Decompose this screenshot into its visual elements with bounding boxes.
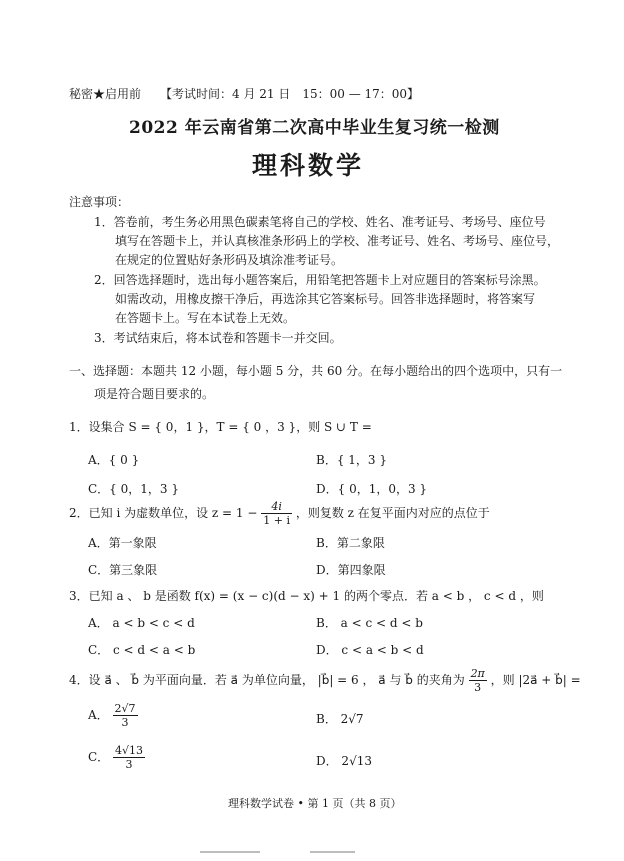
q4-option-c-label: C． (88, 750, 110, 764)
q2-option-a: A．第一象限 (88, 536, 157, 550)
q2-stem-post: ，则复数 z 在复平面内对应的点位于 (295, 506, 490, 520)
q4-angle-den: 3 (474, 681, 482, 694)
secret-label: 秘密★启用前 (69, 87, 142, 101)
q1-stem: 1．设集合 S = { 0，1 }，T = { 0 ，3 }，则 S ∪ T = (69, 420, 372, 434)
note-line-4: 2．回答选择题时，选出每小题答案后，用铅笔把答题卡上对应题目的答案标号涂黑。 (94, 273, 546, 287)
q2-stem-pre: 2．已知 i 为虚数单位，设 z = 1 − (69, 506, 258, 520)
q1-option-a: A．{ 0 } (88, 453, 140, 467)
note-line-3: 在规定的位置贴好条形码及填涂准考证号。 (115, 253, 344, 267)
q3-stem: 3．已知 a 、 b 是函数 f(x) = (x − c)(d − x) + 1 的两个零点．若 a < b ， c < d ，则 (69, 589, 544, 603)
q1-option-c: C．{ 0，1，3 } (88, 482, 179, 496)
note-line-1: 1．答卷前，考生务必用黑色碳素笔将自己的学校、姓名、准考证号、考场号、座位号 (94, 215, 546, 229)
note-line-5: 如需改动，用橡皮擦干净后，再选涂其它答案标号。回答非选择题时，将答案写 (115, 292, 536, 306)
q3-option-d: D． c < a < b < d (316, 643, 424, 657)
scan-artifact-left (200, 851, 260, 853)
q4-option-a-fraction (113, 702, 138, 729)
q4-stem-pre: 4．设 a⃗ 、 b⃗ 为平面向量．若 a⃗ 为单位向量， |b⃗| = 6 ， a⃗ 与 b⃗ 的夹角为 (69, 673, 465, 687)
q1-option-d: D．{ 0，1，0，3 } (316, 482, 428, 496)
q2-fraction (261, 500, 292, 527)
q2-stem (69, 498, 490, 528)
notes-heading: 注意事项： (69, 195, 130, 209)
exam-title: 2022 年云南省第二次高中毕业生复习统一检测 (129, 118, 500, 138)
q2-option-d: D．第四象限 (316, 563, 386, 577)
q4-option-c (88, 744, 145, 771)
q4-option-c-den: 3 (125, 758, 133, 771)
q2-frac-den: 1 + i (263, 514, 290, 527)
q2-option-c: C．第三象限 (88, 563, 158, 577)
scan-artifact-right (310, 851, 355, 853)
q4-option-a-den: 3 (121, 716, 129, 729)
page-footer: 理科数学试卷 • 第 1 页（共 8 页） (228, 797, 402, 810)
q1-option-b: B．{ 1，3 } (316, 453, 387, 467)
q3-option-b: B． a < c < d < b (316, 616, 423, 630)
section-heading-line1: 一、选择题：本题共 12 小题，每小题 5 分，共 60 分。在每小题给出的四个选项中，只有一 (69, 364, 563, 378)
q3-option-c: C． c < d < a < b (88, 643, 196, 657)
q4-angle-fraction (469, 667, 487, 694)
exam-time: 【考试时间：4 月 21 日 15：00 — 17：00】 (160, 87, 420, 101)
section-heading-line2: 项是符合题目要求的。 (94, 387, 215, 401)
q2-option-b: B．第二象限 (316, 536, 385, 550)
q3-option-a: A． a < b < c < d (88, 616, 195, 630)
note-line-7: 3．考试结束后，将本试卷和答题卡一并交回。 (94, 331, 342, 345)
q2-frac-num: 4i (261, 500, 292, 514)
q4-option-c-fraction (113, 744, 145, 771)
q4-angle-num: 2π (470, 667, 485, 680)
note-line-6: 在答题卡上。写在本试卷上无效。 (115, 311, 296, 325)
note-line-2: 填写在答题卡上，并认真核准条形码上的学校、准考证号、姓名、考场号、座位号， (115, 234, 560, 248)
q4-stem (69, 665, 581, 695)
q4-stem-post: ，则 |2a⃗ + b⃗| = (490, 673, 581, 687)
q4-option-b: B． 2√7 (316, 712, 364, 726)
q4-option-a (88, 702, 138, 729)
q4-option-d: D． 2√13 (316, 754, 372, 768)
q4-option-a-label: A． (88, 708, 109, 722)
subject-title: 理科数学 (252, 151, 365, 180)
q4-option-a-num: 2√7 (114, 702, 136, 715)
q4-option-c-num: 4√13 (115, 744, 144, 757)
